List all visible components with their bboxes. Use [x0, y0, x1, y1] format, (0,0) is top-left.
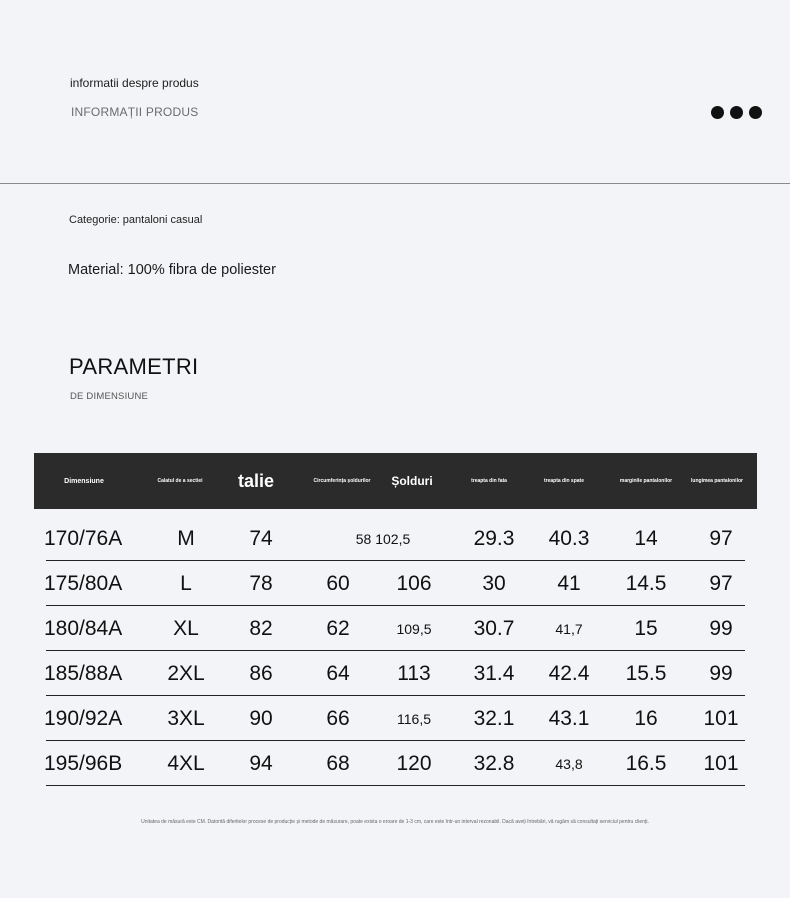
cell-hips: 109,5	[396, 621, 432, 637]
row-divider	[46, 740, 745, 741]
cell-hips: 113	[397, 662, 431, 685]
cell-leg-opening: 16.5	[625, 752, 667, 775]
table-row	[0, 743, 790, 788]
row-divider	[46, 650, 745, 651]
header-section: Calatul de a sectiei	[157, 478, 203, 484]
params-subtitle: DE DIMENSIUNE	[70, 391, 149, 402]
cell-length: 99	[709, 617, 733, 640]
cell-hips: 116,5	[397, 711, 431, 727]
row-divider	[46, 560, 745, 561]
cell-size: 180/84A	[44, 617, 123, 640]
table-row	[0, 518, 790, 563]
dot-icon	[711, 106, 724, 119]
cell-waist: 86	[249, 662, 273, 685]
cell-size: 175/80A	[44, 572, 123, 595]
header-size: Dimensiune	[64, 477, 104, 485]
material-text: Material: 100% fibra de poliester	[68, 262, 276, 278]
cell-back-rise: 42.4	[548, 662, 590, 685]
cell-length: 99	[709, 662, 733, 685]
table-row	[0, 608, 790, 653]
cell-back-rise: 43,8	[555, 756, 583, 772]
cell-front-rise: 30	[482, 572, 506, 595]
cell-hip-circ: 68	[326, 752, 350, 775]
table-row	[0, 563, 790, 608]
cell-label: 2XL	[167, 662, 205, 685]
cell-label: 3XL	[167, 707, 205, 730]
cell-front-rise: 30.7	[473, 617, 515, 640]
cell-size: 190/92A	[44, 707, 123, 730]
cell-leg-opening: 14.5	[625, 572, 667, 595]
row-divider	[46, 605, 745, 606]
cell-hip-circ: 58 102,5	[355, 531, 411, 547]
cell-leg-opening: 15.5	[625, 662, 667, 685]
cell-waist: 74	[249, 527, 273, 550]
header-subtitle: INFORMAȚII PRODUS	[71, 105, 199, 119]
table-row	[0, 653, 790, 698]
cell-label: XL	[173, 617, 199, 640]
cell-size: 185/88A	[44, 662, 123, 685]
header-back-rise: treapta din spate	[543, 478, 584, 484]
cell-leg-opening: 14	[634, 527, 658, 550]
cell-back-rise: 40.3	[548, 527, 590, 550]
section-divider	[0, 183, 790, 184]
cell-waist: 90	[249, 707, 273, 730]
header-hips: Șolduri	[391, 474, 433, 488]
cell-length: 101	[703, 707, 739, 730]
cell-waist: 82	[249, 617, 273, 640]
cell-hip-circ: 64	[326, 662, 350, 685]
header-waist: talie	[237, 470, 275, 491]
cell-waist: 78	[249, 572, 273, 595]
row-divider	[46, 785, 745, 786]
header-title: informatii despre produs	[70, 76, 199, 90]
cell-length: 101	[703, 752, 739, 775]
cell-label: L	[180, 572, 192, 595]
cell-waist: 94	[249, 752, 273, 775]
cell-back-rise: 41,7	[555, 621, 583, 637]
footnote: Unitatea de măsură este CM. Datorită diferitelor procese de producție și metode de măsurare, poate exista o eroare de 1-3 cm, care este într-un interval rezonabil. Dacă aveți întrebări, vă rugăm să consultați serviciul pentru clienți.	[141, 819, 649, 825]
cell-front-rise: 29.3	[473, 527, 515, 550]
header-leg-opening: marginile pantalonilor	[619, 478, 673, 484]
more-options-icon[interactable]	[711, 106, 762, 119]
header-front-rise: treapta din fata	[471, 478, 507, 484]
cell-hip-circ: 60	[326, 572, 350, 595]
category-text: Categorie: pantaloni casual	[69, 214, 203, 226]
product-info-header	[0, 0, 790, 183]
table-row	[0, 698, 790, 743]
cell-hip-circ: 62	[326, 617, 350, 640]
cell-hips: 106	[396, 572, 432, 595]
cell-leg-opening: 16	[634, 707, 658, 730]
cell-size: 170/76A	[44, 527, 123, 550]
cell-hips	[384, 518, 444, 560]
cell-back-rise: 43.1	[548, 707, 590, 730]
cell-hips: 120	[396, 752, 432, 775]
dot-icon	[749, 106, 762, 119]
cell-label: M	[177, 527, 195, 550]
cell-back-rise: 41	[557, 572, 581, 595]
params-title: PARAMETRI	[69, 354, 199, 379]
header-hip-circ: Circumferința șoldurilor	[313, 478, 371, 484]
cell-length: 97	[709, 572, 733, 595]
cell-size: 195/96B	[44, 752, 123, 775]
header-length: lungimea pantalonilor	[691, 478, 743, 484]
cell-length: 97	[709, 527, 733, 550]
cell-label: 4XL	[167, 752, 205, 775]
cell-leg-opening: 15	[634, 617, 658, 640]
cell-front-rise: 32.1	[473, 707, 515, 730]
size-table-header	[34, 453, 757, 509]
dot-icon	[730, 106, 743, 119]
cell-front-rise: 31.4	[473, 662, 515, 685]
cell-hip-circ: 66	[326, 707, 350, 730]
cell-front-rise: 32.8	[473, 752, 515, 775]
row-divider	[46, 695, 745, 696]
